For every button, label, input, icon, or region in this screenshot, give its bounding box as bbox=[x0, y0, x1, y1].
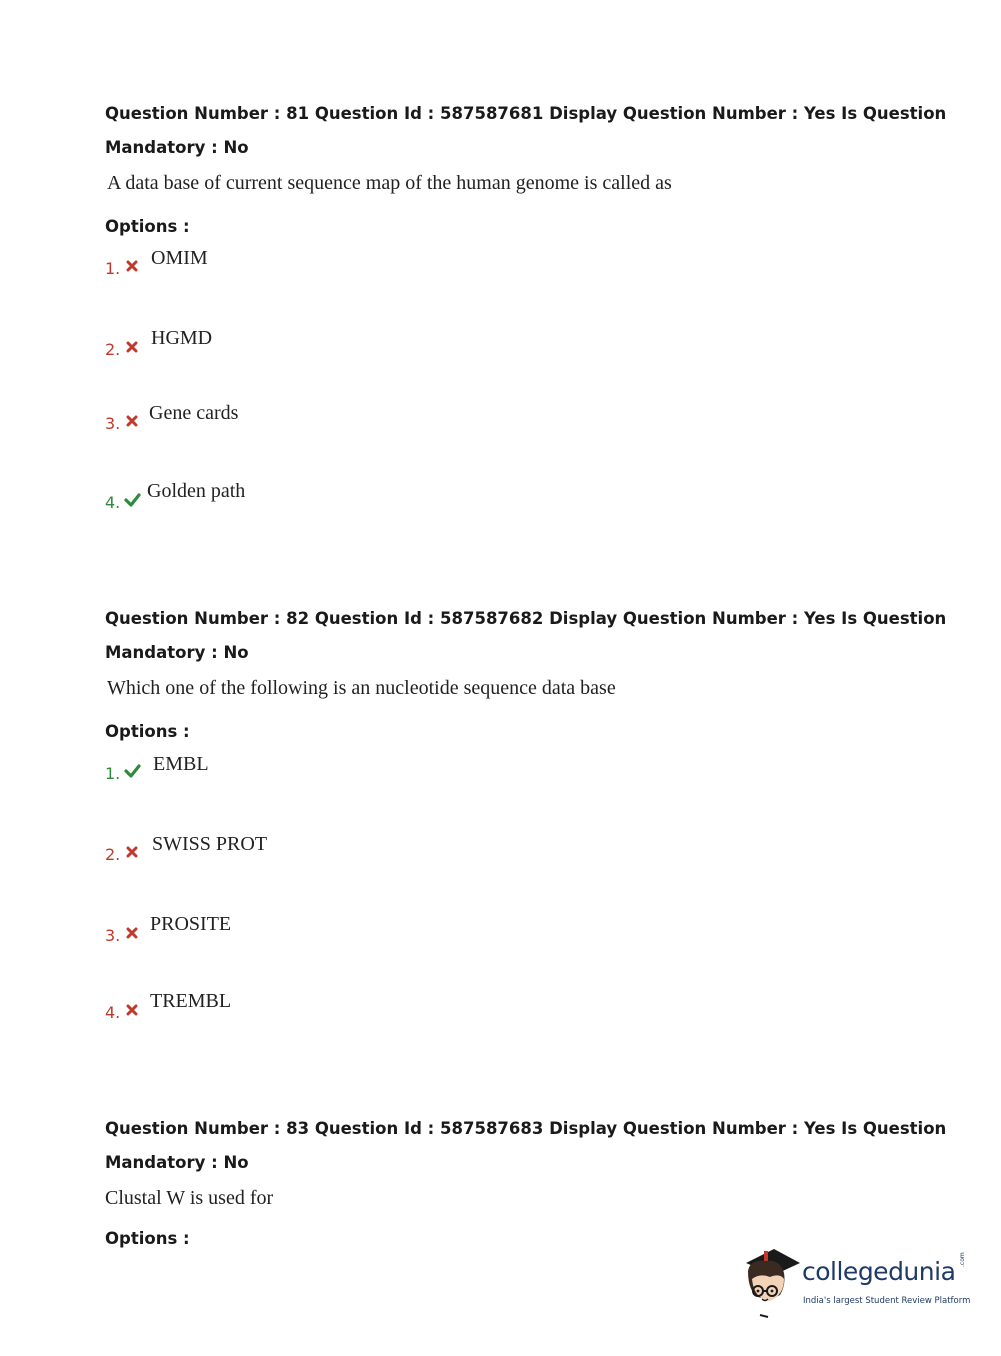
option-number: 2. bbox=[105, 340, 121, 359]
check-icon bbox=[124, 764, 141, 778]
cross-icon bbox=[125, 1003, 139, 1017]
cross-icon bbox=[125, 259, 139, 273]
cross-icon bbox=[125, 414, 139, 428]
option-text: Gene cards bbox=[149, 402, 239, 424]
mascot-icon bbox=[740, 1245, 802, 1321]
question-text: Clustal W is used for bbox=[105, 1187, 274, 1209]
option-number: 4. bbox=[105, 493, 121, 512]
option-number: 3. bbox=[105, 926, 121, 945]
options-label: Options : bbox=[105, 722, 190, 741]
option-text: Golden path bbox=[147, 480, 246, 502]
question-text: A data base of current sequence map of the human genome is called as bbox=[107, 172, 672, 194]
options-label: Options : bbox=[105, 217, 190, 236]
option-text: TREMBL bbox=[150, 990, 232, 1012]
question-81-header bbox=[105, 97, 947, 165]
question-header-line: Mandatory : No bbox=[105, 643, 249, 662]
option-text: EMBL bbox=[153, 753, 209, 775]
option-text: SWISS PROT bbox=[152, 833, 268, 855]
collegedunia-logo bbox=[740, 1245, 970, 1325]
option-number: 4. bbox=[105, 1003, 121, 1022]
option-number: 1. bbox=[105, 764, 121, 783]
question-header-line: Mandatory : No bbox=[105, 138, 249, 157]
question-83-header bbox=[105, 1112, 947, 1180]
option-text: PROSITE bbox=[150, 913, 232, 935]
option-text: OMIM bbox=[151, 247, 208, 269]
option-number: 2. bbox=[105, 845, 121, 864]
option-text: HGMD bbox=[151, 327, 213, 349]
option-number: 1. bbox=[105, 259, 121, 278]
question-header-line: Question Number : 83 Question Id : 587587683 Display Question Number : Yes Is Question bbox=[105, 1119, 947, 1138]
question-text: Which one of the following is an nucleotide sequence data base bbox=[107, 677, 616, 699]
option-number: 3. bbox=[105, 414, 121, 433]
cross-icon bbox=[125, 926, 139, 940]
question-header-line: Question Number : 82 Question Id : 587587682 Display Question Number : Yes Is Question bbox=[105, 609, 947, 628]
cross-icon bbox=[125, 845, 139, 859]
question-header-line: Mandatory : No bbox=[105, 1153, 249, 1172]
logo-domain-suffix: .com bbox=[959, 1252, 966, 1267]
options-label: Options : bbox=[105, 1229, 190, 1248]
question-82-header bbox=[105, 602, 947, 670]
logo-wordmark: collegedunia bbox=[802, 1257, 956, 1286]
logo-tagline: India's largest Student Review Platform bbox=[803, 1296, 971, 1306]
question-header-line: Question Number : 81 Question Id : 587587681 Display Question Number : Yes Is Question bbox=[105, 104, 947, 123]
check-icon bbox=[124, 493, 141, 507]
cross-icon bbox=[125, 340, 139, 354]
